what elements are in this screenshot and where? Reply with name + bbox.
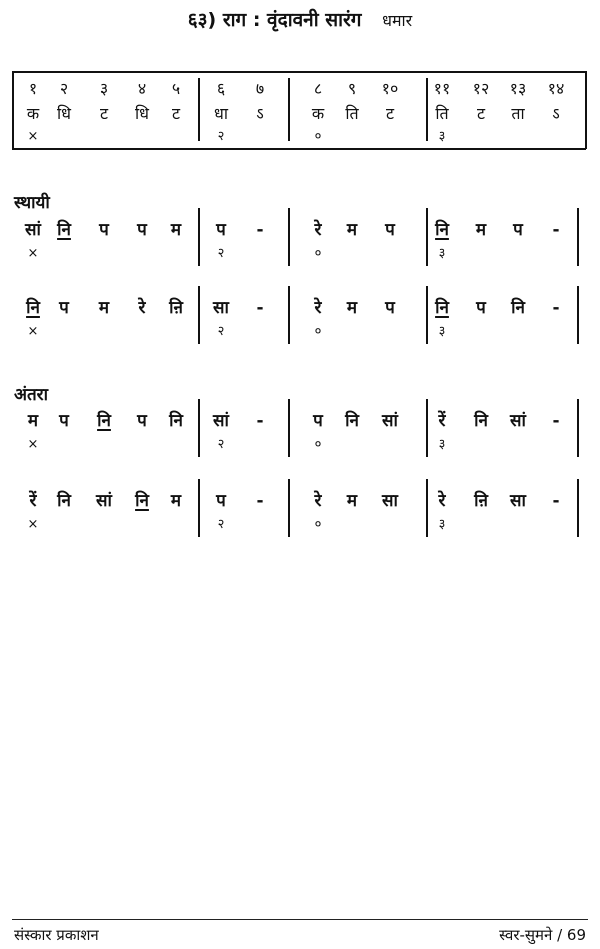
bar-line: [198, 399, 200, 457]
beat-number: १३: [509, 79, 527, 98]
swar-note: नि: [169, 411, 183, 431]
vibhag-divider: [288, 78, 290, 141]
taal-bol: ति: [345, 104, 359, 123]
taal-mark: ×: [27, 324, 39, 339]
taal-bol: ट: [171, 104, 181, 123]
swar-note: म: [346, 491, 358, 511]
bar-line: [288, 208, 290, 266]
beat-number: १२: [472, 79, 490, 98]
taal-table-right-border: [585, 71, 587, 149]
taal-bol: क: [26, 104, 40, 123]
swar-note: -: [552, 411, 560, 431]
taal-mark: ०: [314, 437, 322, 452]
swar-note: म: [170, 491, 182, 511]
bar-line: [288, 286, 290, 344]
swar-note: -: [256, 491, 264, 511]
swar-note: सा: [213, 298, 229, 318]
swar-note: प: [476, 298, 486, 318]
swar-note: -: [256, 298, 264, 318]
bar-line: [198, 208, 200, 266]
taal-mark: २: [217, 437, 225, 452]
swar-note: म: [346, 220, 358, 240]
beat-number: ५: [171, 79, 181, 98]
swar-note: नि: [511, 298, 525, 318]
swar-note: प: [59, 411, 69, 431]
swar-note: नि: [57, 491, 71, 511]
beat-number: १०: [381, 79, 399, 98]
swar-note: सा: [382, 491, 398, 511]
taal-bol: धि: [135, 104, 149, 123]
taal-mark: २: [217, 324, 225, 339]
beat-number: ३: [99, 79, 109, 98]
taal-bol: ट: [385, 104, 395, 123]
taal-bol: ट: [99, 104, 109, 123]
swar-note: सां: [25, 220, 41, 240]
taal-mark: ०: [314, 246, 322, 261]
taal-mark: २: [217, 129, 225, 144]
bar-line: [198, 479, 200, 537]
swar-note: -: [552, 491, 560, 511]
swar-note: रे: [438, 491, 446, 511]
swar-note: -: [256, 411, 264, 431]
taal-bol: धा: [214, 104, 228, 123]
swar-note: म: [27, 411, 39, 431]
beat-number: ७: [255, 79, 265, 98]
taal-mark: ०: [314, 324, 322, 339]
swar-note: म: [346, 298, 358, 318]
bar-line: [288, 479, 290, 537]
swar-note: रें: [29, 491, 37, 511]
taal-table-left-border: [12, 71, 14, 149]
swar-note: नि: [435, 220, 449, 240]
swar-note: रे: [314, 220, 322, 240]
swar-note: नि: [474, 411, 488, 431]
beat-number: ११: [433, 79, 451, 98]
page-number: स्वर-सुमने / 69: [499, 926, 586, 944]
taal-mark: २: [217, 517, 225, 532]
taal-bol: ट: [476, 104, 486, 123]
taal-table-bottom-border: [12, 148, 586, 150]
publisher-name: संस्कार प्रकाशन: [14, 926, 99, 944]
taal-mark: ३: [438, 437, 446, 452]
swar-note: सां: [382, 411, 398, 431]
swar-note: रे: [314, 298, 322, 318]
taal-mark: २: [217, 246, 225, 261]
swar-note: प: [99, 220, 109, 240]
swar-note: नि: [345, 411, 359, 431]
taal-bol: ति: [435, 104, 449, 123]
taal-mark: ३: [438, 246, 446, 261]
swar-note: प: [137, 220, 147, 240]
beat-number: ४: [137, 79, 147, 98]
swar-note: नि: [135, 491, 149, 511]
swar-note: -: [256, 220, 264, 240]
swar-note: रे: [314, 491, 322, 511]
taal-mark: ×: [27, 246, 39, 261]
beat-number: १: [28, 79, 38, 98]
taal-mark: ०: [314, 517, 322, 532]
taal-bol: ता: [511, 104, 525, 123]
taal-mark: ०: [314, 129, 322, 144]
bar-line: [577, 208, 579, 266]
swar-note: प: [137, 411, 147, 431]
swar-note: प: [216, 491, 226, 511]
swar-note: प: [385, 220, 395, 240]
taal-table-top-border: [12, 71, 586, 73]
taal-mark: ३: [438, 517, 446, 532]
swar-note: नि: [57, 220, 71, 240]
beat-number: ८: [313, 79, 323, 98]
swar-note: सां: [510, 411, 526, 431]
swar-note: सां: [96, 491, 112, 511]
swar-note: प: [313, 411, 323, 431]
taal-mark: ३: [438, 324, 446, 339]
footer-divider: [12, 919, 588, 920]
taal-mark: ३: [438, 129, 446, 144]
swar-note: ऩि: [169, 298, 183, 318]
swar-note: नि: [26, 298, 40, 318]
swar-note: म: [170, 220, 182, 240]
beat-number: २: [59, 79, 69, 98]
taal-mark: ×: [27, 129, 39, 144]
taal-bol: क: [311, 104, 325, 123]
raag-title: ६३) राग : वृंदावनी सारंग: [187, 9, 362, 31]
page-title: [0, 6, 600, 32]
swar-note: प: [59, 298, 69, 318]
taal-mark: ×: [27, 437, 39, 452]
swar-note: सा: [510, 491, 526, 511]
section-label: स्थायी: [14, 193, 50, 213]
beat-number: १४: [547, 79, 565, 98]
section-label: अंतरा: [14, 385, 49, 405]
bar-line: [198, 286, 200, 344]
swar-note: -: [552, 220, 560, 240]
beat-number: ६: [216, 79, 226, 98]
swar-note: रें: [438, 411, 446, 431]
taal-name: धमार: [382, 11, 413, 30]
bar-line: [577, 286, 579, 344]
swar-note: रे: [138, 298, 146, 318]
swar-note: नि: [97, 411, 111, 431]
swar-note: म: [98, 298, 110, 318]
swar-note: म: [475, 220, 487, 240]
swar-note: प: [513, 220, 523, 240]
taal-mark: ×: [27, 517, 39, 532]
swar-note: ऩि: [474, 491, 488, 511]
swar-note: प: [385, 298, 395, 318]
swar-note: सां: [213, 411, 229, 431]
vibhag-divider: [198, 78, 200, 141]
swar-note: -: [552, 298, 560, 318]
bar-line: [577, 479, 579, 537]
swar-note: नि: [435, 298, 449, 318]
beat-number: ९: [347, 79, 357, 98]
taal-bol: ऽ: [552, 104, 560, 123]
bar-line: [288, 399, 290, 457]
taal-bol: धि: [57, 104, 71, 123]
bar-line: [577, 399, 579, 457]
taal-bol: ऽ: [256, 104, 264, 123]
swar-note: प: [216, 220, 226, 240]
